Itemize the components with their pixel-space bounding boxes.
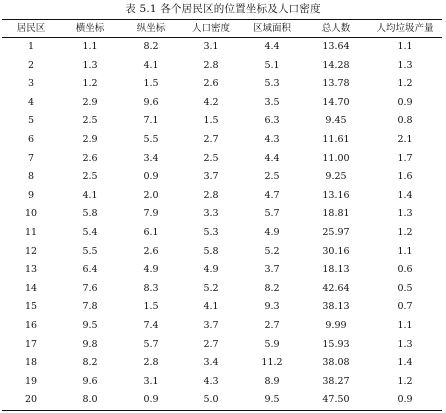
- table-cell-garbage-per-capita: 1.3: [397, 59, 413, 71]
- table-cell-density: 4.3: [203, 375, 219, 387]
- table-cell-area-id: 13: [24, 264, 38, 276]
- table-cell-area: 8.9: [264, 375, 280, 387]
- table-cell-area-id: 1: [27, 41, 35, 52]
- table-cell-y-coord: 7.1: [143, 115, 159, 127]
- table-cell-area-id: 8: [27, 171, 35, 183]
- header-cell-area: 区域面积: [240, 20, 304, 38]
- table-row: [2, 187, 442, 206]
- table-cell-x-coord: 9.6: [82, 375, 98, 387]
- table-cell-population: 13.16: [322, 189, 350, 201]
- table-cell-garbage-per-capita: 0.9: [397, 96, 413, 108]
- table-cell-density: 4.2: [203, 96, 219, 108]
- table-cell-garbage-per-capita: 1.4: [397, 189, 413, 201]
- table-cell-garbage-per-capita: 1.3: [397, 338, 413, 350]
- table-cell-y-coord: 0.9: [143, 171, 159, 183]
- table-cell-population: 18.13: [322, 264, 350, 276]
- table-cell-population: 25.97: [322, 226, 350, 238]
- table-cell-x-coord: 8.2: [82, 357, 98, 369]
- header-cell-y-coord: 纵坐标: [120, 20, 182, 38]
- table-cell-garbage-per-capita: 1.2: [397, 375, 413, 387]
- table-cell-y-coord: 9.6: [143, 96, 159, 108]
- header-cell-density: 人口密度: [182, 20, 240, 38]
- table-cell-garbage-per-capita: 1.3: [397, 208, 413, 220]
- table-cell-area: 5.3: [264, 78, 280, 90]
- table-cell-area: 2.5: [264, 171, 280, 183]
- table-cell-area: 4.9: [264, 226, 280, 238]
- table-row: [2, 38, 442, 57]
- table-cell-x-coord: 1.2: [82, 78, 98, 90]
- table-cell-x-coord: 2.9: [82, 96, 98, 108]
- header-cell-area-id: 居民区: [2, 20, 60, 38]
- header-cell-garbage-per-capita: 人均垃圾产量: [368, 20, 442, 38]
- table-cell-area: 4.4: [264, 152, 280, 164]
- table-cell-y-coord: 3.4: [143, 152, 159, 164]
- table-cell-population: 13.64: [322, 41, 350, 52]
- table-cell-area: 3.5: [264, 96, 280, 108]
- table-cell-area-id: 19: [24, 375, 38, 387]
- table-cell-area: 4.7: [264, 189, 280, 201]
- table-cell-population: 13.78: [322, 78, 350, 90]
- table-cell-area-id: 4: [27, 96, 35, 108]
- table-cell-y-coord: 6.1: [143, 226, 159, 238]
- table-cell-area: 9.5: [240, 391, 304, 410]
- table-cell-x-coord: 5.5: [82, 245, 98, 257]
- table-cell-x-coord: 1.1: [82, 41, 98, 52]
- table-cell-x-coord: 6.4: [82, 264, 98, 276]
- table-cell-x-coord: 7.6: [82, 282, 98, 294]
- table-cell-area-id: 14: [24, 282, 38, 294]
- table-cell-garbage-per-capita: 0.7: [397, 301, 413, 313]
- table-cell-y-coord: 7.9: [143, 208, 159, 220]
- table-cell-population: 42.64: [322, 282, 350, 294]
- table-cell-area-id: 3: [27, 78, 35, 90]
- table-cell-population: 47.50: [304, 391, 368, 410]
- table-cell-y-coord: 1.5: [143, 301, 159, 313]
- table-cell-population: 15.93: [322, 338, 350, 350]
- table-cell-population: 38.08: [322, 357, 350, 369]
- table-cell-garbage-per-capita: 0.5: [397, 282, 413, 294]
- table-cell-density: 2.8: [203, 189, 219, 201]
- table-cell-garbage-per-capita: 0.8: [397, 115, 413, 127]
- table-row: [2, 317, 442, 336]
- table-cell-density: 2.8: [203, 59, 219, 71]
- table-row: [2, 243, 442, 262]
- table-row: [2, 280, 442, 299]
- table-cell-density: 5.0: [182, 391, 240, 410]
- table-cell-y-coord: 5.7: [143, 338, 159, 350]
- table-cell-y-coord: 2.8: [143, 357, 159, 369]
- table-cell-area: 3.7: [264, 264, 280, 276]
- table-cell-density: 5.3: [203, 226, 219, 238]
- table-cell-x-coord: 4.1: [82, 189, 98, 201]
- header-cell-population: 总人数: [304, 20, 368, 38]
- table-cell-x-coord: 8.0: [60, 391, 120, 410]
- table-cell-y-coord: 1.5: [143, 78, 159, 90]
- table-cell-area-id: 20: [2, 391, 60, 410]
- table-cell-density: 3.3: [203, 208, 219, 220]
- table-cell-area: 11.2: [261, 357, 283, 369]
- table-cell-y-coord: 3.1: [143, 375, 159, 387]
- table-row: [2, 112, 442, 131]
- table-cell-x-coord: 2.9: [82, 133, 98, 145]
- table-cell-population: 38.27: [322, 375, 350, 387]
- table-cell-area-id: 15: [24, 301, 38, 313]
- table-cell-population: 30.16: [322, 245, 350, 257]
- table-cell-density: 3.7: [203, 171, 219, 183]
- table-cell-y-coord: 5.5: [143, 133, 159, 145]
- table-cell-density: 2.6: [203, 78, 219, 90]
- header-row: [2, 20, 442, 38]
- table-cell-area: 5.1: [264, 59, 280, 71]
- table-row: [2, 354, 442, 373]
- table-cell-garbage-per-capita: 1.7: [397, 152, 413, 164]
- table-cell-area-id: 7: [27, 152, 35, 164]
- table-cell-garbage-per-capita: 1.1: [397, 41, 413, 52]
- table-cell-density: 4.1: [203, 301, 219, 313]
- table-cell-y-coord: 2.6: [143, 245, 159, 257]
- table-caption: 表 5.1 各个居民区的位置坐标及人口密度: [125, 3, 321, 15]
- table-row: [2, 391, 442, 410]
- table-cell-y-coord: 7.4: [143, 319, 159, 331]
- table-cell-population: 9.99: [325, 319, 347, 331]
- table-cell-population: 14.70: [322, 96, 350, 108]
- table-cell-area-id: 6: [27, 133, 35, 145]
- table-row: [2, 131, 442, 150]
- table-cell-population: 18.81: [322, 208, 350, 220]
- table-cell-density: 3.4: [203, 357, 219, 369]
- table-cell-density: 3.7: [203, 319, 219, 331]
- table-row: [2, 224, 442, 243]
- table-cell-density: 2.5: [203, 152, 219, 164]
- table-cell-population: 9.45: [325, 115, 347, 127]
- table-cell-garbage-per-capita: 1.1: [397, 319, 413, 331]
- table-cell-y-coord: 8.3: [143, 282, 159, 294]
- table-row: [2, 261, 442, 280]
- table-cell-area-id: 5: [27, 115, 35, 127]
- table-cell-population: 11.00: [322, 152, 350, 164]
- table-cell-y-coord: 0.9: [120, 391, 182, 410]
- table-row: [2, 205, 442, 224]
- table-cell-population: 9.25: [325, 171, 347, 183]
- table-cell-x-coord: 5.8: [82, 208, 98, 220]
- table-cell-garbage-per-capita: 0.9: [368, 391, 442, 410]
- table-cell-x-coord: 2.5: [82, 171, 98, 183]
- table-cell-x-coord: 7.8: [82, 301, 98, 313]
- table-cell-area-id: 18: [24, 357, 38, 369]
- table-cell-area: 9.3: [264, 301, 280, 313]
- table-cell-area: 5.9: [264, 338, 280, 350]
- table-cell-area-id: 17: [24, 338, 38, 350]
- table-cell-y-coord: 4.9: [143, 264, 159, 276]
- table-cell-x-coord: 2.6: [82, 152, 98, 164]
- table-cell-area: 5.7: [264, 208, 280, 220]
- table-row: [2, 168, 442, 187]
- table-cell-garbage-per-capita: 1.1: [397, 245, 413, 257]
- table-row: [2, 373, 442, 392]
- table-cell-area-id: 11: [24, 226, 38, 238]
- table-body: [2, 38, 442, 411]
- table-cell-garbage-per-capita: 1.4: [397, 357, 413, 369]
- table-cell-density: 2.7: [203, 338, 219, 350]
- residential-area-table: [2, 19, 442, 411]
- table-cell-area-id: 2: [27, 59, 35, 71]
- table-cell-area: 6.3: [264, 115, 280, 127]
- table-cell-x-coord: 5.4: [82, 226, 98, 238]
- table-cell-density: 5.2: [203, 282, 219, 294]
- table-cell-population: 14.28: [322, 59, 350, 71]
- table-cell-density: 3.1: [203, 41, 219, 52]
- table-row: [2, 57, 442, 76]
- table-cell-x-coord: 1.3: [82, 59, 98, 71]
- table-cell-density: 5.8: [203, 245, 219, 257]
- table-cell-area: 4.4: [264, 41, 280, 52]
- table-row: [2, 336, 442, 355]
- table-row: [2, 150, 442, 169]
- table-cell-x-coord: 2.5: [82, 115, 98, 127]
- table-cell-area-id: 9: [27, 189, 35, 201]
- table-cell-area: 8.2: [264, 282, 280, 294]
- table-cell-area: 2.7: [264, 319, 280, 331]
- table-cell-area: 5.2: [264, 245, 280, 257]
- table-cell-x-coord: 9.8: [82, 338, 98, 350]
- header-cell-x-coord: 横坐标: [60, 20, 120, 38]
- table-cell-y-coord: 8.2: [143, 41, 159, 52]
- table-cell-area-id: 10: [24, 208, 38, 220]
- table-cell-garbage-per-capita: 2.1: [397, 133, 413, 145]
- table-row: [2, 75, 442, 94]
- table-cell-area-id: 16: [24, 319, 38, 331]
- table-cell-density: 2.7: [203, 133, 219, 145]
- table-cell-population: 38.13: [322, 301, 350, 313]
- table-cell-garbage-per-capita: 1.6: [397, 171, 413, 183]
- table-cell-density: 1.5: [203, 115, 219, 127]
- table-cell-y-coord: 4.1: [143, 59, 159, 71]
- table-cell-garbage-per-capita: 1.2: [397, 226, 413, 238]
- table-cell-density: 4.9: [203, 264, 219, 276]
- table-row: [2, 94, 442, 113]
- table-cell-area: 4.3: [264, 133, 280, 145]
- table-cell-area-id: 12: [24, 245, 38, 257]
- table-cell-x-coord: 9.5: [82, 319, 98, 331]
- table-header: [2, 20, 442, 38]
- table-cell-population: 11.61: [322, 133, 350, 145]
- table-cell-garbage-per-capita: 1.2: [397, 78, 413, 90]
- table-cell-garbage-per-capita: 0.6: [397, 264, 413, 276]
- table-cell-y-coord: 2.0: [143, 189, 159, 201]
- table-row: [2, 298, 442, 317]
